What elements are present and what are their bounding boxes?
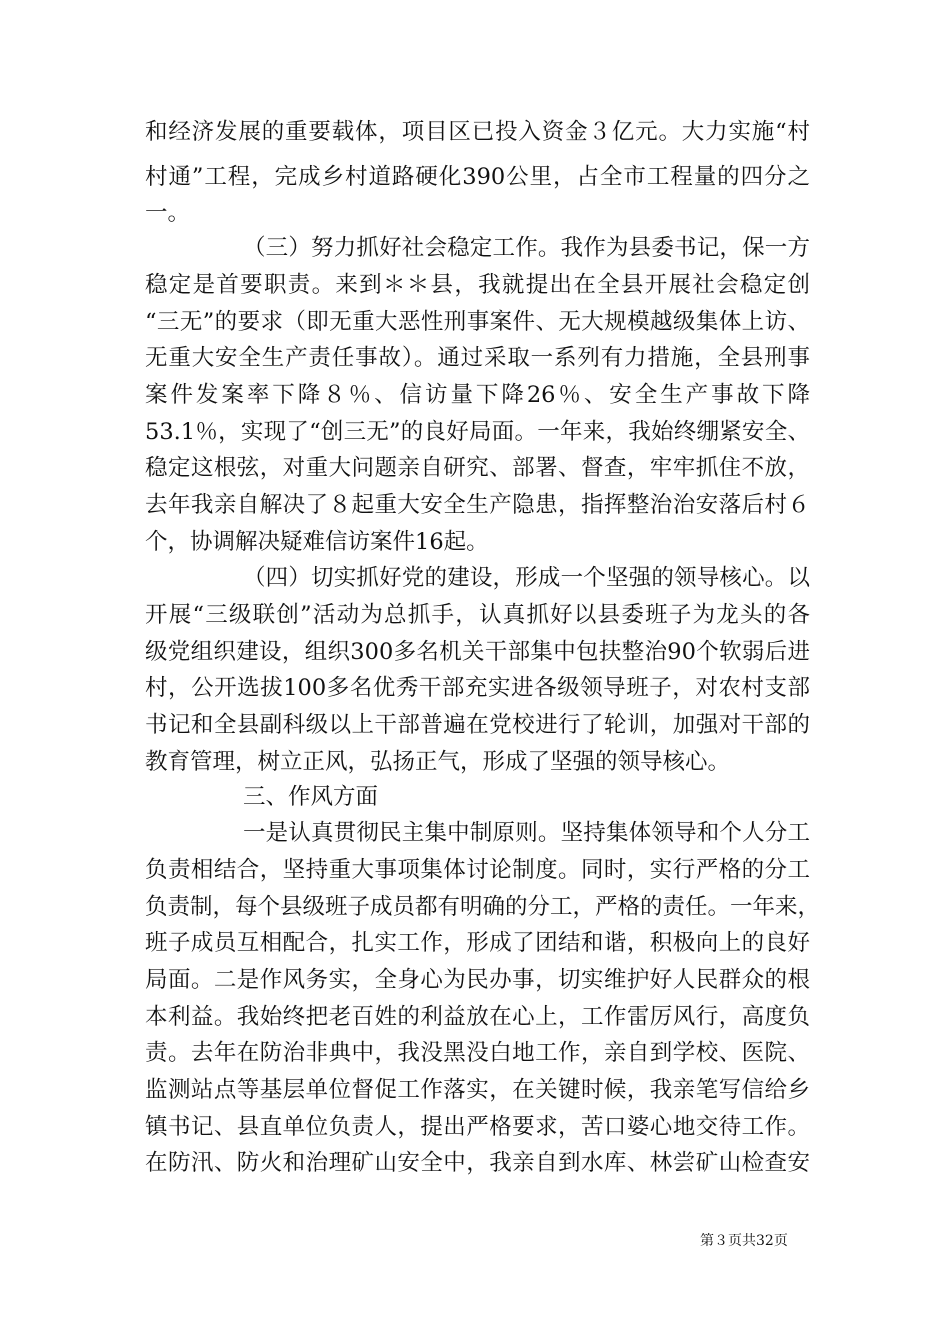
body-text-line: 稳定是首要职责。来到＊＊县，我就提出在全县开展社会稳定创 <box>145 272 810 298</box>
body-text-line: 级党组织建设，组织300多名机关干部集中包扶整治90个软弱后进 <box>145 639 810 665</box>
body-text-line: 教育管理，树立正风，弘扬正气，形成了坚强的领导核心。 <box>145 749 731 775</box>
body-text-line: 责。去年在防治非典中，我没黑没白地工作，亲自到学校、医院、 <box>145 1040 810 1066</box>
section-heading: 三、作风方面 <box>243 784 379 810</box>
body-text-line: 监测站点等基层单位督促工作落实，在关键时候，我亲笔写信给乡 <box>145 1077 810 1103</box>
body-text-line: 镇书记、县直单位负责人，提出严格要求，苦口婆心地交待工作。 <box>145 1114 810 1140</box>
body-text-line: 在防汛、防火和治理矿山安全中，我亲自到水库、林尝矿山检查安 <box>145 1150 810 1176</box>
body-text-line: 一。 <box>145 200 191 226</box>
body-text-line: 去年我亲自解决了８起重大安全生产隐患，指挥整治治安落后村６ <box>145 492 810 518</box>
paragraph-heading-line: 一是认真贯彻民主集中制原则。坚持集体领导和个人分工 <box>243 820 810 846</box>
paragraph-heading-line: （三）努力抓好社会稳定工作。我作为县委书记，保一方 <box>243 235 810 261</box>
body-text-line: 村通”工程，完成乡村道路硬化390公里，占全市工程量的四分之 <box>145 164 810 190</box>
body-text-line: “三无”的要求（即无重大恶性刑事案件、无大规模越级集体上访、 <box>145 309 810 335</box>
body-text-line: 个，协调解决疑难信访案件16起。 <box>145 529 489 555</box>
body-text-line: 稳定这根弦，对重大问题亲自研究、部署、督查，牢牢抓住不放， <box>145 455 810 481</box>
body-text-line: 开展“三级联创”活动为总抓手，认真抓好以县委班子为龙头的各 <box>145 602 810 628</box>
body-text-line: 负责制，每个县级班子成员都有明确的分工，严格的责任。一年来， <box>145 894 821 920</box>
body-text-line: 无重大安全生产责任事故）。通过采取一系列有力措施，全县刑事 <box>145 345 810 371</box>
body-text-line: 案件发案率下降８％、信访量下降26％、安全生产事故下降 <box>145 382 810 408</box>
body-text-line: 班子成员互相配合，扎实工作，形成了团结和谐，积极向上的良好 <box>145 930 810 956</box>
body-text-line: 本利益。我始终把老百姓的利益放在心上，工作雷厉风行，高度负 <box>145 1004 810 1030</box>
body-text-line: 和经济发展的重要载体，项目区已投入资金３亿元。大力实施“村 <box>145 119 810 145</box>
body-text-line: 村，公开选拔100多名优秀干部充实进各级领导班子，对农村支部 <box>145 675 810 701</box>
page-number-footer: 第３页共32页 <box>700 1233 788 1249</box>
body-text-line: 负责相结合，坚持重大事项集体讨论制度。同时，实行严格的分工 <box>145 857 810 883</box>
body-text-line: 53.1％，实现了“创三无”的良好局面。一年来，我始终绷紧安全、 <box>145 419 810 445</box>
body-text-line: 局面。二是作风务实，全身心为民办事，切实维护好人民群众的根 <box>145 967 810 993</box>
body-text-line: 书记和全县副科级以上干部普遍在党校进行了轮训，加强对干部的 <box>145 712 810 738</box>
paragraph-heading-line: （四）切实抓好党的建设，形成一个坚强的领导核心。以 <box>243 565 810 591</box>
